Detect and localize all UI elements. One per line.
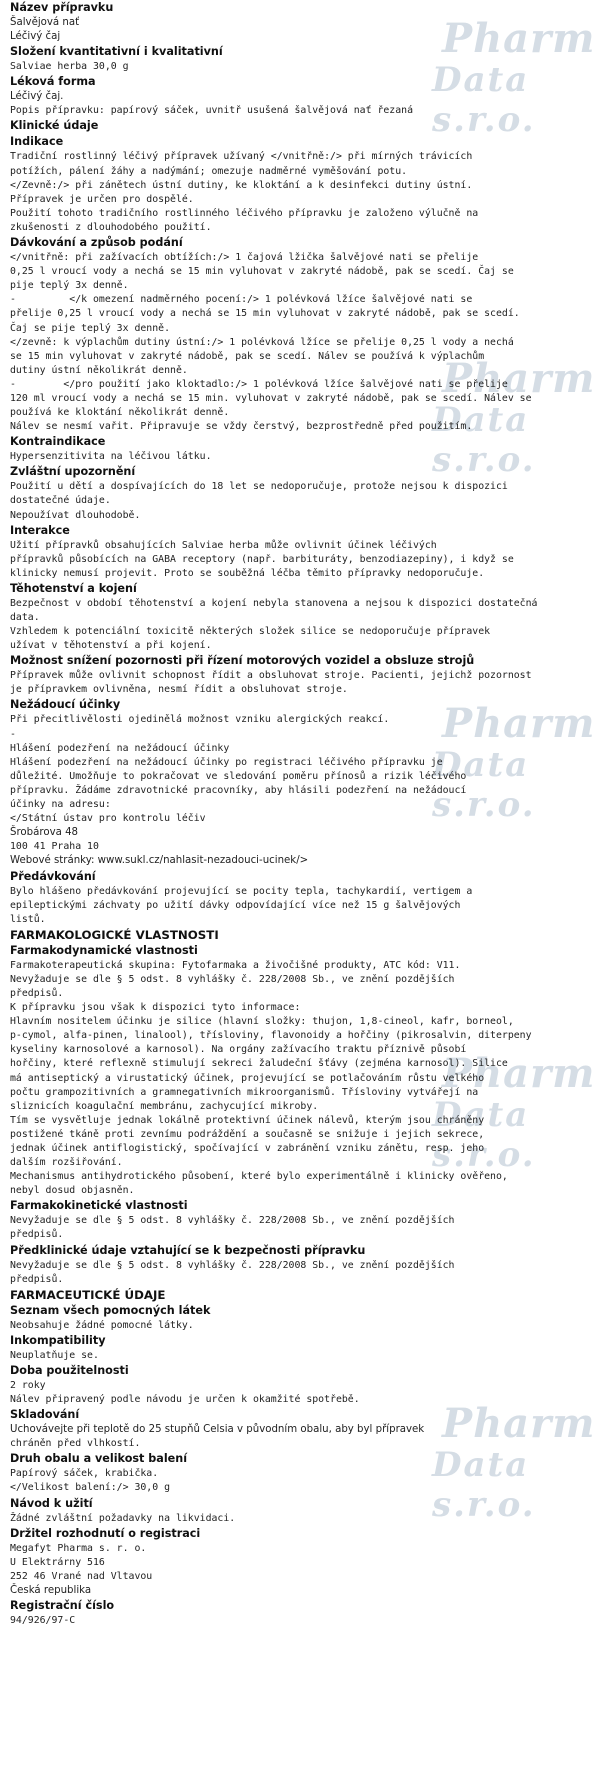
text-line: Tradiční rostlinný léčivý přípravek užívaný </vnitřně:/> při mírných trávicích: [10, 151, 473, 163]
section-heading: Inkompatibility: [10, 1333, 106, 1347]
section-heading: Doba použitelnosti: [10, 1363, 129, 1377]
text-line: hořčiny, které reflexně stimulují sekreci žaludeční šťávy (zejména karnosol). Silice: [10, 1058, 508, 1070]
text-line: přípravků působících na GABA receptory (např. barbituráty, benzodiazepiny), i když se: [10, 553, 514, 565]
text-line: předpisů.: [10, 1229, 64, 1241]
text-line: jednak účinek antiflogistický, spočívající v zabránění vzniku zánětu, resp. jeho: [10, 1143, 485, 1154]
text-line: Šalvějová nať: [10, 17, 80, 28]
text-line: - </pro použití jako kloktadlo:/> 1 polévková lžíce šalvějové nati se přelije: [10, 378, 508, 390]
text-line: Přípravek může ovlivnit schopnost řídit a obsluhovat stroje. Pacienti, jejichž pozornost: [10, 670, 532, 682]
text-line: Použití u dětí a dospívajících do 18 let se nedoporučuje, protože nejsou k dispozici: [10, 481, 508, 493]
text-line: klinicky nemusí projevit. Proto se souběžná léčba těmito přípravky nedoporučuje.: [10, 567, 485, 579]
text-line: Léčivý čaj.: [10, 91, 64, 103]
text-line: přípravku. Žádáme zdravotnické pracovníky, aby hlásili podezření na nežádoucí: [10, 784, 467, 796]
text-line: dalším rozšiřování.: [10, 1157, 123, 1169]
text-line: Hlavním nositelem účinku je silice (hlavní složky: thujon, 1,8-cineol, kafr, borneol,: [10, 1016, 514, 1028]
text-line: postižené tkáně proti zevnímu podráždění a současně se snižuje i jejich sekrece,: [10, 1128, 485, 1140]
text-line: 120 ml vroucí vody a nechá se 15 min. vyluhovat v zakryté nádobě, pak se scedí. Nálev se: [10, 392, 532, 404]
text-line: účinky na adresu:: [10, 799, 111, 811]
text-line: Nepoužívat dlouhodobě.: [10, 509, 141, 521]
text-line: je přípravkem ovlivněna, nesmí řídit a obsluhovat stroje.: [10, 684, 348, 696]
section-heading: Skladování: [10, 1408, 80, 1422]
section-heading: Předklinické údaje vztahující se k bezpečnosti přípravku: [10, 1243, 366, 1257]
text-line: - </k omezení nadměrného pocení:/> 1 polévková lžíce šalvějové nati se: [10, 294, 473, 306]
text-line: 94/926/97-C: [10, 1614, 76, 1626]
text-line: důležité. Umožňuje to pokračovat ve sledování poměru přínosů a rizik léčivého: [10, 770, 467, 782]
text-line: U Elektrárny 516: [10, 1556, 105, 1568]
text-line: Při přecitlivělosti ojedinělá možnost vzniku alergických reakcí.: [10, 714, 390, 726]
text-line: Tím se vysvětluje jednak lokálně protektivní účinek nálevů, kterým jsou chráněny: [10, 1114, 485, 1126]
text-line: předpisů.: [10, 1273, 64, 1285]
text-line: Farmakoterapeutická skupina: Fytofarmaka a živočišné produkty, ATC kód: V11.: [10, 959, 461, 971]
text-line: epileptickými záchvaty po užití dávky odpovídající více než 15 g šalvějových: [10, 899, 461, 911]
text-line: Mechanismus antihydrotického působení, které bylo experimentálně i klinicky ověřeno,: [10, 1171, 508, 1183]
text-line: Neobsahuje žádné pomocné látky.: [10, 1319, 194, 1331]
text-line: Hlášení podezření na nežádoucí účinky po registraci léčivého přípravku je: [10, 756, 443, 768]
text-line: užívat v těhotenství a při kojení.: [10, 640, 212, 652]
text-line: Šrobárova 48: [10, 827, 79, 839]
watermark-line-1: Pharm: [442, 355, 596, 402]
text-line: Webové stránky: www.sukl.cz/nahlasit-nezadouci-ucinek/>: [10, 855, 309, 867]
text-line: používá ke kloktání několikrát denně.: [10, 407, 230, 419]
section-heading: FARMACEUTICKÉ ÚDAJE: [10, 1287, 166, 1302]
text-line: Léčivý čaj: [10, 31, 61, 43]
section-heading: Registrační číslo: [10, 1598, 115, 1612]
text-line: Nevyžaduje se dle § 5 odst. 8 vyhlášky č. 228/2008 Sb., ve znění pozdějších: [10, 1215, 455, 1227]
text-line: </Velikost balení:/> 30,0 g: [10, 1482, 171, 1494]
text-line: dutiny ústní několikrát denně.: [10, 364, 188, 376]
section-heading: Seznam všech pomocných látek: [10, 1303, 211, 1317]
section-heading: Návod k užití: [10, 1496, 93, 1510]
section-heading: Předávkování: [10, 869, 96, 883]
text-line: Megafyt Pharma s. r. o.: [10, 1542, 147, 1554]
section-heading: Interakce: [10, 523, 70, 537]
watermark-line-1: Pharm: [442, 15, 596, 62]
text-line: Nevyžaduje se dle § 5 odst. 8 vyhlášky č. 228/2008 Sb., ve znění pozdějších: [10, 1259, 455, 1271]
text-line: Uchovávejte při teplotě do 25 stupňů Celsia v původním obalu, aby byl přípravek: [10, 1424, 425, 1436]
text-line: 252 46 Vrané nad Vltavou: [10, 1570, 153, 1582]
section-heading: Těhotenství a kojení: [10, 581, 137, 595]
text-line: potížích, pálení žáhy a nadýmání; omezuje nadměrné vyměšování potu.: [10, 165, 408, 177]
section-heading: FARMAKOLOGICKÉ VLASTNOSTI: [10, 927, 219, 942]
text-line: Salviae herba 30,0 g: [10, 61, 129, 73]
watermark-line-2: Data s.r.o.: [432, 1445, 536, 1525]
text-line: Neuplatňuje se.: [10, 1349, 99, 1361]
watermark-line-1: Pharm: [442, 1050, 596, 1097]
section-heading: Zvláštní upozornění: [10, 465, 136, 479]
text-line: přelije 0,25 l vroucí vody a nechá se 15 min vyluhovat v zakryté nádobě, pak se scedí.: [10, 308, 520, 320]
text-line: předpisů.: [10, 987, 64, 999]
watermark-line-2: Data s.r.o.: [432, 745, 536, 825]
section-heading: Složení kvantitativní i kvalitativní: [10, 45, 223, 59]
section-heading: Dávkování a způsob podání: [10, 236, 183, 250]
text-line: Žádné zvláštní požadavky na likvidaci.: [10, 1512, 236, 1524]
section-heading: Název přípravku: [10, 1, 114, 14]
section-heading: Držitel rozhodnutí o registraci: [10, 1526, 201, 1540]
text-line: Přípravek je určen pro dospělé.: [10, 193, 194, 205]
text-line: pije teplý 3x denně.: [10, 280, 129, 292]
text-line: Bylo hlášeno předávkování projevující se pocity tepla, tachykardií, vertigem a: [10, 885, 473, 897]
text-line: 2 roky: [10, 1379, 46, 1391]
section-heading: Možnost snížení pozornosti při řízení motorových vozidel a obsluze strojů: [10, 654, 475, 668]
section-heading: Druh obalu a velikost balení: [10, 1452, 188, 1466]
text-line: Vzhledem k potenciální toxicitě některých složek silice se nedoporučuje přípravek: [10, 626, 491, 638]
watermark-line-1: Pharm: [442, 1400, 596, 1447]
text-line: p-cymol, alfa-pinen, linalool), třísloviny, flavonoidy a hořčiny (pikrosalvin, diterpeny: [10, 1030, 532, 1042]
text-line: Použití tohoto tradičního rostlinného léčivého přípravku je založeno výlučně na: [10, 207, 479, 219]
section-heading: Nežádoucí účinky: [10, 698, 121, 712]
text-line: 100 41 Praha 10: [10, 841, 99, 853]
text-line: dostatečné údaje.: [10, 495, 111, 507]
watermark-line-2: Data s.r.o.: [432, 60, 536, 140]
text-line: K přípravku jsou však k dispozici tyto informace:: [10, 1002, 301, 1014]
text-line: </Zevně:/> při zánětech ústní dutiny, ke kloktání a k desinfekci dutiny ústní.: [10, 179, 473, 191]
text-line: Nálev připravený podle návodu je určen k okamžité spotřebě.: [10, 1394, 360, 1406]
text-line: Nevyžaduje se dle § 5 odst. 8 vyhlášky č. 228/2008 Sb., ve znění pozdějších: [10, 973, 455, 985]
section-heading: Kontraindikace: [10, 435, 106, 449]
text-line: Česká republika: [10, 1584, 92, 1596]
text-line: Nálev se nesmí vařit. Připravuje se vždy čerstvý, bezprostředně před použitím.: [10, 421, 473, 433]
text-line: chráněn před vlhkostí.: [10, 1438, 141, 1450]
text-line: listů.: [10, 913, 46, 925]
text-line: má antiseptický a virustatický účinek, projevující se potlačováním růstu velkého: [10, 1072, 485, 1084]
text-line: -: [10, 728, 16, 740]
text-line: se 15 min vyluhovat v zakryté nádobě, pak se scedí. Nálev se používá k výplachům: [10, 350, 485, 362]
section-heading: Léková forma: [10, 75, 96, 89]
text-line: Bezpečnost v období těhotenství a kojení nebyla stanovena a nejsou k dispozici dostatečná: [10, 597, 538, 609]
text-line: Hypersenzitivita na léčivou látku.: [10, 451, 212, 463]
text-line: sliznicích koagulační membránu, zachycující mikroby.: [10, 1100, 319, 1112]
text-line: Papírový sáček, krabička.: [10, 1468, 159, 1480]
section-heading: Klinické údaje: [10, 119, 99, 133]
text-line: </zevně: k výplachům dutiny ústní:/> 1 polévková lžíce se přelije 0,25 l vody a nechá: [10, 336, 514, 348]
section-heading: Farmakokinetické vlastnosti: [10, 1199, 188, 1213]
text-line: data.: [10, 612, 40, 623]
text-line: </vnitřně: při zažívacích obtížích:/> 1 čajová lžička šalvějové nati se přelije: [10, 252, 479, 264]
text-line: </Státní ústav pro kontrolu léčiv: [10, 813, 206, 825]
text-line: Užití přípravků obsahujících Salviae herba může ovlivnit účinek léčivých: [10, 539, 437, 551]
text-line: Hlášení podezření na nežádoucí účinky: [10, 742, 230, 754]
text-line: Čaj se pije teplý 3x denně.: [10, 322, 171, 334]
section-heading: Farmakodynamické vlastnosti: [10, 943, 198, 957]
text-line: kyseliny karnosolové a karnosol). Na orgány zažívacího traktu příznivě působí: [10, 1044, 467, 1056]
watermark-line-2: Data s.r.o.: [432, 1095, 536, 1175]
text-line: zkušenosti z dlouhodobého použití.: [10, 221, 212, 233]
spc-document: [10, 0, 595, 1628]
watermark-line-2: Data s.r.o.: [432, 400, 536, 480]
text-line: nebyl dosud objasněn.: [10, 1185, 135, 1197]
text-line: 0,25 l vroucí vody a nechá se 15 min vyluhovat v zakryté nádobě, pak se scedí. Čaj se: [10, 266, 514, 278]
text-line: Popis přípravku: papírový sáček, uvnitř usušená šalvějová nať řezaná: [10, 105, 413, 117]
watermark-line-1: Pharm: [442, 700, 596, 747]
section-heading: Indikace: [10, 135, 64, 149]
text-line: počtu grampozitivních a gramnegativních mikroorganismů. Třísloviny vytvářejí na: [10, 1086, 479, 1098]
